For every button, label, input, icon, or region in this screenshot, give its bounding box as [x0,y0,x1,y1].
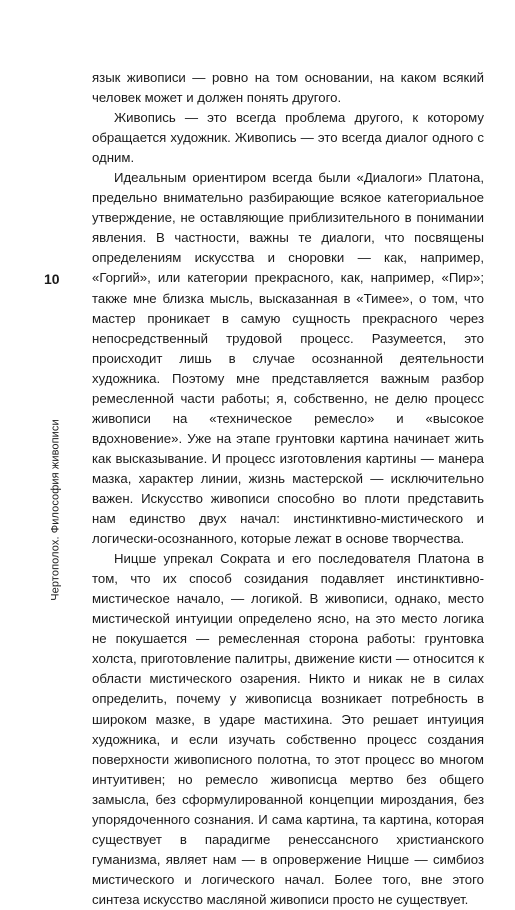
paragraph: Идеальным ориентиром всегда были «Диалоги» Платона, предельно внимательно разбирающие всякое категориальное утверждение, не оставляющие приблизительного в понимании явления. В частности, важны те диалоги, что посвящены определениям искусства и сноровки — как, например, «Горгий», или категории прекрасного, как, например, «Пир»; также мне близка мысль, высказанная в «Тимее», о том, что мастер проникает в самую сущность прекрасного через непосредственный трудовой процесс. Разумеется, это происходит лишь в случае осознанной деятельности художника. Поэтому мне представляется важным разбор ремесленной части работы; я, собственно, не делю процесс живописи на «техническое ремесло» и «высокое вдохновение». Уже на этапе грунтовки картина начинает жить как высказывание. И процесс изготовления картины — манера мазка, характер линии, жизнь мастерской — исключительно важен. Искусство живописи способно во плоти представить нам единство двух начал: инстинктивно-мистического и логически-осознанного, которые лежат в основе творчества. [92,170,484,547]
paragraph: Ницше упрекал Сократа и его последователя Платона в том, что их способ созидания подавляет инстинктивно-мистическое начало, — логикой. В живописи, однако, место мистической интуиции определено ясно, на это место логика не покушается — ремесленная сторона работы: грунтовка холста, приготовление палитры, движение кисти — относится к области мистического озарения. Никто и никак не в силах определить, почему у живописца возникает потребность в широком мазке, в ударе мастихина. Это решает интуиция художника, и если изучать собственно процесс создания поверхности живописного полотна, то этот процесс во многом интуитивен; но ремесло живописца мертво без общего замысла, без сформулированной концепции мироздания, без упорядоченного сознания. И сама картина, та картина, которая существует в парадигме ренессансного христианского гуманизма, являет нам — в опровержение Ницше — симбиоз мистического и логического начал. Более того, вне этого синтеза искусство масляной живописи просто не существует. [92,551,484,907]
page-number: 10 [44,271,60,287]
paragraph: Живопись — это всегда проблема другого, к которому обращается художник. Живопись — это всегда диалог одного с одним. [92,110,484,166]
paragraph: язык живописи — ровно на том основании, на каком всякий человек может и должен понять другого. [92,70,484,106]
running-head: Чертополох. Философия живописи [49,419,62,601]
text-body [92,68,484,910]
